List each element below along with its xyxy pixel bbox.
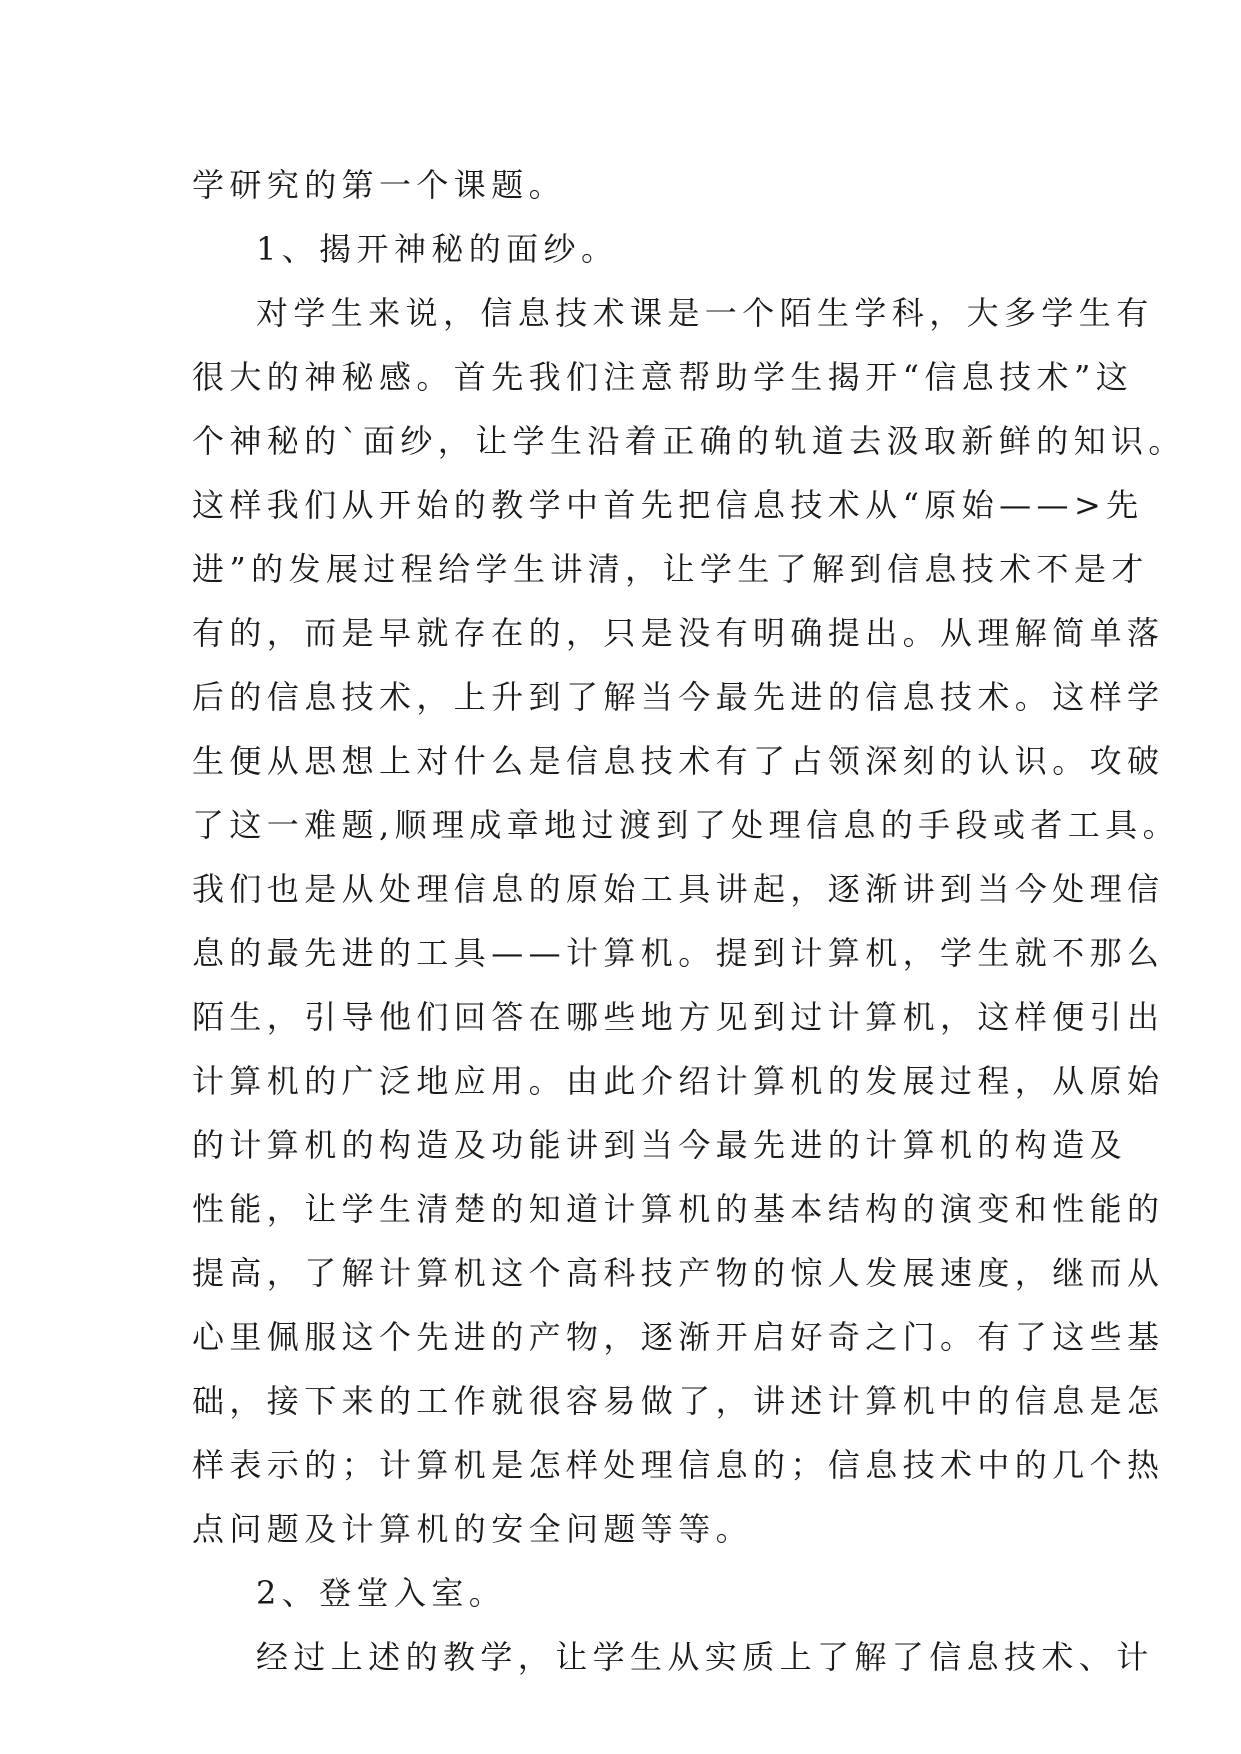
section-heading: 2、登堂入室。	[256, 1574, 507, 1612]
text-line: 计算机的广泛地应用。由此介绍计算机的发展过程，从原始	[192, 1062, 1165, 1100]
text-line: 样表示的；计算机是怎样处理信息的；信息技术中的几个热	[192, 1446, 1165, 1484]
text-line: 础，接下来的工作就很容易做了，讲述计算机中的信息是怎	[192, 1382, 1165, 1420]
text-line: 学研究的第一个课题。	[192, 166, 567, 204]
text-line: 个神秘的`面纱，让学生沿着正确的轨道去汲取新鲜的知识。	[192, 422, 1186, 460]
text-line: 性能，让学生清楚的知道计算机的基本结构的演变和性能的	[192, 1190, 1165, 1228]
text-line: 经过上述的教学，让学生从实质上了解了信息技术、计	[256, 1638, 1154, 1676]
text-line: 陌生，引导他们回答在哪些地方见到过计算机，这样便引出	[192, 998, 1165, 1036]
text-line: 心里佩服这个先进的产物，逐渐开启好奇之门。有了这些基	[192, 1318, 1165, 1356]
text-line: 很大的神秘感。首先我们注意帮助学生揭开“信息技术”这	[192, 358, 1134, 396]
text-line: 这样我们从开始的教学中首先把信息技术从“原始——>先	[192, 486, 1144, 524]
text-line: 对学生来说，信息技术课是一个陌生学科，大多学生有	[256, 294, 1154, 332]
text-line: 息的最先进的工具——计算机。提到计算机，学生就不那么	[192, 934, 1165, 972]
text-line: 点问题及计算机的安全问题等等。	[192, 1510, 754, 1548]
section-heading: 1、揭开神秘的面纱。	[256, 230, 619, 268]
text-line: 有的，而是早就存在的，只是没有明确提出。从理解简单落	[192, 614, 1165, 652]
text-line: 生便从思想上对什么是信息技术有了占领深刻的认识。攻破	[192, 742, 1165, 780]
text-line: 的计算机的构造及功能讲到当今最先进的计算机的构造及	[192, 1126, 1128, 1164]
text-line: 进”的发展过程给学生讲清，让学生了解到信息技术不是才	[192, 550, 1149, 588]
text-line: 我们也是从处理信息的原始工具讲起，逐渐讲到当今处理信	[192, 870, 1165, 908]
text-line: 后的信息技术，上升到了解当今最先进的信息技术。这样学	[192, 678, 1165, 716]
text-line: 提高，了解计算机这个高科技产物的惊人发展速度，继而从	[192, 1254, 1165, 1292]
text-line: 了这一难题,顺理成章地过渡到了处理信息的手段或者工具。	[192, 806, 1180, 844]
